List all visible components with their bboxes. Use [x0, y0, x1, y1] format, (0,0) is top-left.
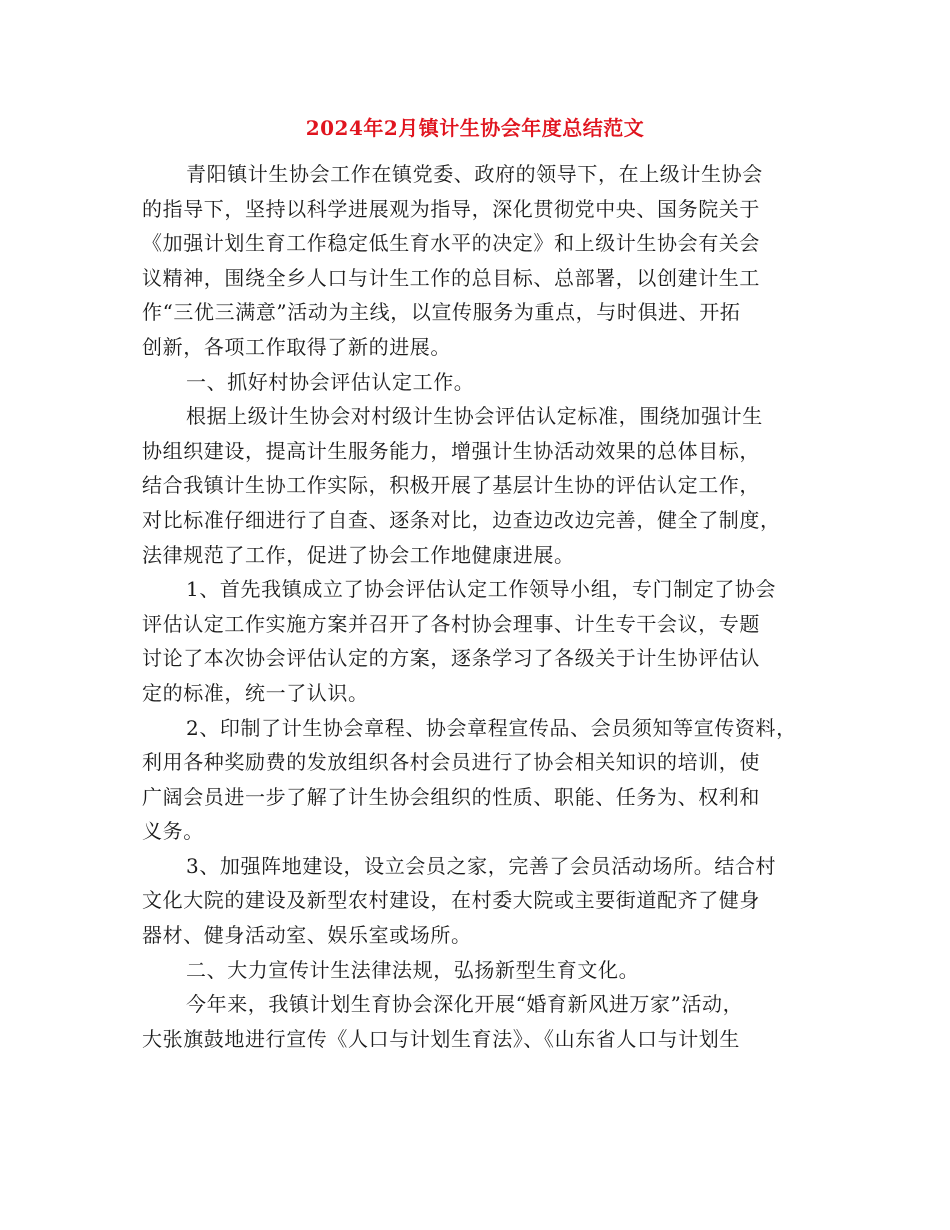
body-line: 文化大院的建设及新型农村建设，在村委大院或主要街道配齐了健身 [142, 888, 760, 913]
body-line: 二、大力宣传计生法律法规，弘扬新型生育文化。 [186, 957, 640, 982]
body-line: 利用各种奖励费的发放组织各村会员进行了协会相关知识的培训，使 [142, 750, 760, 775]
body-line: 协组织建设，提高计生服务能力，增强计生协活动效果的总体目标， [142, 438, 760, 463]
body-line: 义务。 [142, 819, 204, 844]
body-line: 结合我镇计生协工作实际，积极开展了基层计生协的评估认定工作， [142, 473, 760, 498]
body-line: 大张旗鼓地进行宣传《人口与计划生育法》、《山东省人口与计划生 [142, 1026, 740, 1051]
body-line: 作“三优三满意”活动为主线，以宣传服务为重点，与时俱进、开拓 [142, 300, 741, 325]
body-line: 3、加强阵地建设，设立会员之家，完善了会员活动场所。结合村 [186, 853, 777, 878]
body-line: 定的标准，统一了认识。 [142, 680, 369, 705]
body-line: 一、抓好村协会评估认定工作。 [186, 369, 475, 394]
body-line: 创新，各项工作取得了新的进展。 [142, 334, 451, 359]
body-line: 《加强计划生育工作稳定低生育水平的决定》和上级计生协会有关会 [142, 231, 760, 256]
body-line: 评估认定工作实施方案并召开了各村协会理事、计生专干会议，专题 [142, 611, 760, 636]
body-line: 根据上级计生协会对村级计生协会评估认定标准，围绕加强计生 [186, 404, 763, 429]
document-title: 2024年2月镇计生协会年度总结范文 [305, 116, 645, 140]
body-line: 讨论了本次协会评估认定的方案，逐条学习了各级关于计生协评估认 [142, 646, 760, 671]
body-line: 的指导下，坚持以科学进展观为指导，深化贯彻党中央、国务院关于 [142, 196, 760, 221]
body-line: 议精神，围绕全乡人口与计生工作的总目标、总部署，以创建计生工 [142, 265, 760, 290]
body-line: 广阔会员进一步了解了计生协会组织的性质、职能、任务为、权利和 [142, 784, 760, 809]
body-line: 青阳镇计生协会工作在镇党委、政府的领导下，在上级计生协会 [186, 162, 763, 186]
body-line: 器材、健身活动室、娱乐室或场所。 [142, 923, 472, 948]
body-line: 今年来，我镇计划生育协会深化开展“婚育新风进万家”活动， [186, 992, 744, 1017]
body-line: 2、印制了计生协会章程、协会章程宣传品、会员须知等宣传资料， [186, 715, 797, 740]
body-line: 对比标准仔细进行了自查、逐条对比，边查边改边完善，健全了制度， [142, 507, 781, 532]
body-line: 法律规范了工作，促进了协会工作地健康进展。 [142, 542, 575, 567]
document-body [142, 157, 812, 1056]
body-line: 1、首先我镇成立了协会评估认定工作领导小组，专门制定了协会 [186, 577, 777, 602]
